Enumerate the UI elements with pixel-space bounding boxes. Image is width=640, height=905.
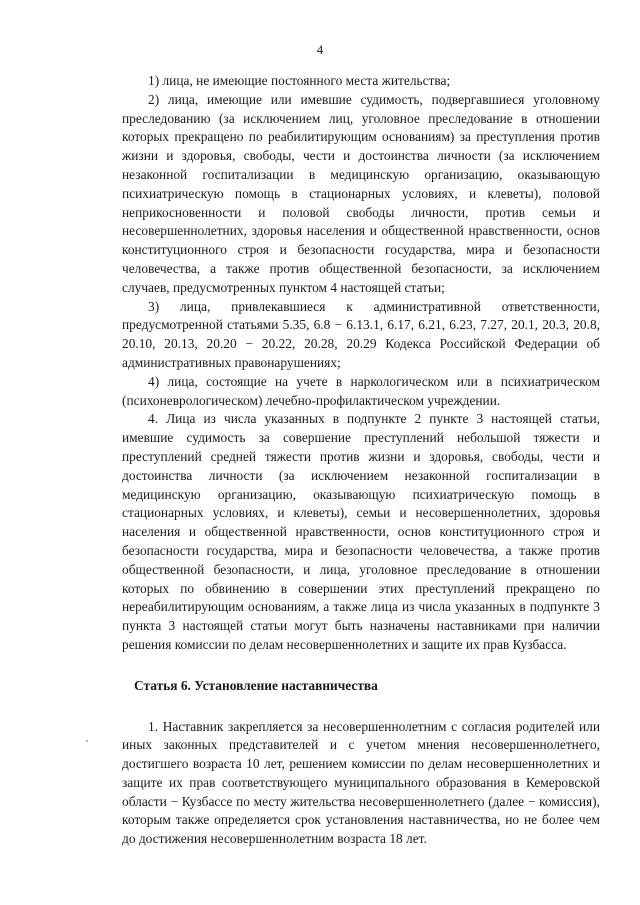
page-number: 4 bbox=[316, 42, 324, 57]
document-body bbox=[122, 72, 600, 849]
list-item-2: 2) лица, имеющие или имевшие судимость, подвергавшиеся уголовному преследованию (за исключением лиц, уголовное преследование в отношении которых прекращено по реабилитирующим основаниям) за преступления против жизни и здоровья, свободы, чести и достоинства личности (за исключением незаконной госпитализации в медицинскую организацию, оказывающую психиатрическую помощь в стационарных условиях, и клеветы), половой неприкосновенности и половой свободы личности, против семьи и несовершеннолетних, здоровья населения и общественной нравственности, основ конституционного строя и безопасности государства, мира и безопасности человечества, а также против общественной безопасности, за исключением случаев, предусмотренных пунктом 4 настоящей статьи; bbox=[122, 91, 600, 295]
clause-4-paragraph: 4. Лица из числа указанных в подпункте 2 пункте 3 настоящей статьи, имевшие судимость за совершение преступлений небольшой тяжести и преступлений средней тяжести против жизни и здоровья, свободы, чести и достоинства личности (за исключением незаконной госпитализации в медицинскую организацию, оказывающую психиатрическую помощь в стационарных условиях, и клеветы), семьи и несовершеннолетних, здоровья населения и общественной нравственности, основ конституционного строя и безопасности государства, мира и безопасности человечества, а также против общественной безопасности, и лица, уголовное преследование в отношении которых по обвинению в совершении этих преступлений прекращено по нереабилитирующим основаниям, а также лица из числа указанных в подпункте 3 пункта 3 настоящей статьи могут быть назначены наставниками при наличии решения комиссии по делам несовершеннолетних и защите их прав Кузбасса. bbox=[122, 411, 600, 652]
margin-dot bbox=[86, 740, 88, 742]
article-6-clause-1: 1. Наставник закрепляется за несовершеннолетним с согласия родителей или иных законных представителей и с учетом мнения несовершеннолетнего, достигшего возраста 10 лет, решением комиссии по делам несовершеннолетних и защите их прав соответствующего муниципального образования в Кемеровской области − Кузбассе по месту жительства несовершеннолетнего (далее − комиссия), которым также определяется срок установления наставничества, но не более чем до достижения несовершеннолетним возраста 18 лет. bbox=[122, 718, 600, 847]
list-item-4: 4) лица, состоящие на учете в наркологическом или в психиатрическом (психоневрологическом) лечебно-профилактическом учреждении. bbox=[122, 373, 600, 408]
list-item-1: 1) лица, не имеющие постоянного места жительства; bbox=[148, 73, 451, 88]
article-6-heading: Статья 6. Установление наставничества bbox=[134, 677, 378, 693]
list-item-3: 3) лица, привлекавшиеся к административной ответственности, предусмотренной статьями 5.35, 6.8 − 6.13.1, 6.17, 6.21, 6.23, 7.27, 20.1, 20.3, 20.8, 20.10, 20.13, 20.20 − 20.22, 20.28, 20.29 Кодекса Российской Федерации об административных правонарушениях; bbox=[122, 298, 600, 370]
